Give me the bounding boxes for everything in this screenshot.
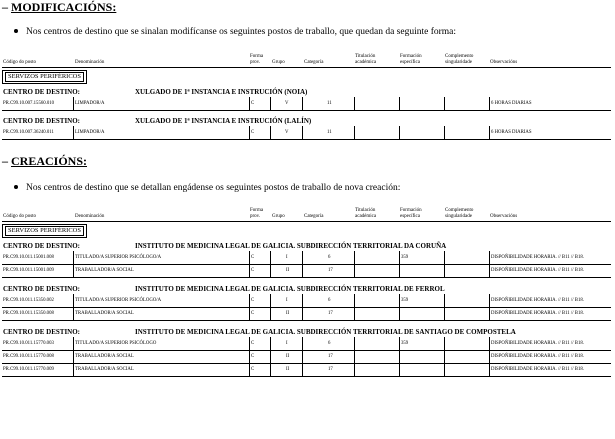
header-divider xyxy=(2,67,611,68)
cell-denom: TITULADO/A SUPERIOR PSICÓLOGO/A xyxy=(75,298,162,303)
cell-categoria: 17 xyxy=(328,367,333,372)
cell-denom: TRABALLADOR/A SOCIAL xyxy=(75,354,134,359)
cell-forma: C xyxy=(251,367,255,372)
col-categoria: Categoría xyxy=(304,214,324,219)
cell-codigo: PR.C99.10.011.15001.008 xyxy=(3,255,54,260)
table-row xyxy=(2,363,611,377)
cell-obs: DISPOÑIBILIDADE HORARIA. // B11 // B18. xyxy=(491,268,584,273)
cell-denom: TITULADO/A SUPERIOR PSICÓLOGO/A xyxy=(75,255,162,260)
col-codigo: Código do posto xyxy=(3,214,37,219)
cell-denom: LIMPADOR/A xyxy=(75,130,105,135)
cell-obs: DISPOÑIBILIDADE HORARIA. // B11 // B18. xyxy=(491,311,584,316)
col-denominacion: Denominación xyxy=(75,60,105,65)
col-observacions: Observacións xyxy=(490,60,518,65)
section-intro xyxy=(14,27,456,37)
cell-denom: TITULADO/A SUPERIOR PSICÓLOGO xyxy=(75,341,157,346)
table-row xyxy=(2,350,611,364)
col-titulacion: Titulación académica xyxy=(355,208,377,219)
col-observacions: Observacións xyxy=(490,214,518,219)
table-row xyxy=(2,264,611,278)
cell-obs: DISPOÑIBILIDADE HORARIA. // B11 // B18. xyxy=(491,341,584,346)
centro-label: CENTRO DE DESTINO: xyxy=(3,242,81,250)
cell-forma: C xyxy=(251,341,255,346)
cell-categoria: 17 xyxy=(328,311,333,316)
centro-name: INSTITUTO DE MEDICINA LEGAL DE GALICIA. SUBDIRECCIÓN TERRITORIAL DE SANTIAGO DE COMPOSTELA xyxy=(135,328,516,336)
section-title-text: CREACIÓNS: xyxy=(11,154,88,168)
section-title-creacions: – CREACIÓNS: xyxy=(2,154,88,168)
cell-grupo: II xyxy=(286,367,290,372)
cell-obs: DISPOÑIBILIDADE HORARIA. // B11 // B18. xyxy=(491,367,584,372)
table-row xyxy=(2,337,611,351)
intro-text: Nos centros de destino que se sinalan modifícanse os seguintes postos de traballo, que quedan da seguinte forma: xyxy=(26,27,457,37)
col-forma: Forma prov. xyxy=(250,54,264,65)
cell-categoria: 6 xyxy=(328,255,331,260)
service-box xyxy=(2,70,87,84)
cell-codigo: PR.C99.10.011.15350.002 xyxy=(3,298,54,303)
service-box xyxy=(2,224,87,238)
cell-formacion: 359 xyxy=(401,298,409,303)
section-title-modificacions: – MODIFICACIÓNS: xyxy=(2,0,117,14)
cell-categoria: 11 xyxy=(327,101,332,106)
table-row xyxy=(2,307,611,321)
centro-label: CENTRO DE DESTINO: xyxy=(3,328,81,336)
cell-grupo: V xyxy=(285,101,289,106)
cell-codigo: PR.C99.10.011.15770.003 xyxy=(3,341,54,346)
col-denominacion: Denominación xyxy=(75,214,105,219)
cell-obs: DISPOÑIBILIDADE HORARIA. // B11 // B18. xyxy=(491,255,584,260)
intro-text: Nos centros de destino que se detallan engádense os seguintes postos de traballo de nova creación: xyxy=(26,183,401,193)
cell-denom: TRABALLADOR/A SOCIAL xyxy=(75,367,134,372)
cell-forma: C xyxy=(251,268,255,273)
cell-codigo: PR.C99.10.011.15350.008 xyxy=(3,311,54,316)
service-label: SERVIZOS PERIFÉRICOS xyxy=(5,226,84,236)
cell-forma: C xyxy=(251,354,255,359)
col-codigo: Código do posto xyxy=(3,60,37,65)
centro-name: INSTITUTO DE MEDICINA LEGAL DE GALICIA. SUBDIRECCIÓN TERRITORIAL DE FERROL xyxy=(135,285,445,293)
col-forma: Forma prov. xyxy=(250,208,264,219)
bullet-icon xyxy=(14,185,18,189)
cell-categoria: 6 xyxy=(328,341,331,346)
cell-forma: C xyxy=(251,101,255,106)
cell-grupo: I xyxy=(286,255,288,260)
table-row xyxy=(2,251,611,265)
cell-categoria: 6 xyxy=(328,298,331,303)
cell-grupo: I xyxy=(286,341,288,346)
centro-label: CENTRO DE DESTINO: xyxy=(3,285,81,293)
centro-name: XULGADO DE 1ª INSTANCIA E INSTRUCIÓN (LALÍN) xyxy=(135,117,312,125)
cell-forma: C xyxy=(251,130,255,135)
cell-obs: 6 HORAS DIARIAS xyxy=(491,101,532,106)
cell-categoria: 17 xyxy=(328,354,333,359)
cell-grupo: V xyxy=(285,130,289,135)
cell-forma: C xyxy=(251,255,255,260)
cell-formacion: 359 xyxy=(401,255,409,260)
cell-obs: 6 HORAS DIARIAS xyxy=(491,130,532,135)
col-titulacion: Titulación académica xyxy=(355,54,377,65)
cell-denom: TRABALLADOR/A SOCIAL xyxy=(75,268,134,273)
cell-forma: C xyxy=(251,311,255,316)
col-grupo: Grupo xyxy=(272,60,285,65)
cell-grupo: II xyxy=(286,311,290,316)
cell-codigo: PR.C99.10.007.36240.011 xyxy=(3,130,54,135)
cell-codigo: PR.C99.10.007.15560.010 xyxy=(3,101,55,106)
section-intro xyxy=(14,183,400,193)
col-complemento: Complemento singularidade xyxy=(445,208,474,219)
col-complemento: Complemento singularidade xyxy=(445,54,474,65)
cell-denom: TRABALLADOR/A SOCIAL xyxy=(75,311,134,316)
cell-obs: DISPOÑIBILIDADE HORARIA. // B11 // B18. xyxy=(491,354,584,359)
centro-name: INSTITUTO DE MEDICINA LEGAL DE GALICIA. SUBDIRECCIÓN TERRITORIAL DA CORUÑA xyxy=(135,242,447,250)
cell-categoria: 11 xyxy=(327,130,332,135)
col-grupo: Grupo xyxy=(272,214,285,219)
section-title-text: MODIFICACIÓNS: xyxy=(11,0,117,14)
col-formacion: Formación específica xyxy=(400,208,422,219)
cell-codigo: PR.C99.10.011.15001.009 xyxy=(3,268,54,273)
table-row xyxy=(2,294,611,308)
cell-denom: LIMPADOR/A xyxy=(75,101,105,106)
bullet-icon xyxy=(14,29,18,33)
cell-categoria: 17 xyxy=(328,268,333,273)
centro-label: CENTRO DE DESTINO: xyxy=(3,88,81,96)
cell-codigo: PR.C99.10.011.15770.009 xyxy=(3,367,54,372)
cell-formacion: 359 xyxy=(401,341,409,346)
cell-grupo: II xyxy=(286,268,290,273)
col-categoria: Categoría xyxy=(304,60,324,65)
cell-codigo: PR.C99.10.011.15770.008 xyxy=(3,354,54,359)
table-row xyxy=(2,126,611,140)
service-label: SERVIZOS PERIFÉRICOS xyxy=(5,72,84,82)
cell-grupo: II xyxy=(286,354,290,359)
header-divider xyxy=(2,221,611,222)
centro-name: XULGADO DE 1ª INSTANCIA E INSTRUCIÓN (NOIA) xyxy=(135,88,308,96)
centro-label: CENTRO DE DESTINO: xyxy=(3,117,81,125)
cell-grupo: I xyxy=(286,298,288,303)
col-formacion: Formación específica xyxy=(400,54,422,65)
table-row xyxy=(2,97,611,111)
cell-forma: C xyxy=(251,298,255,303)
cell-obs: DISPOÑIBILIDADE HORARIA. // B11 // B18. xyxy=(491,298,584,303)
